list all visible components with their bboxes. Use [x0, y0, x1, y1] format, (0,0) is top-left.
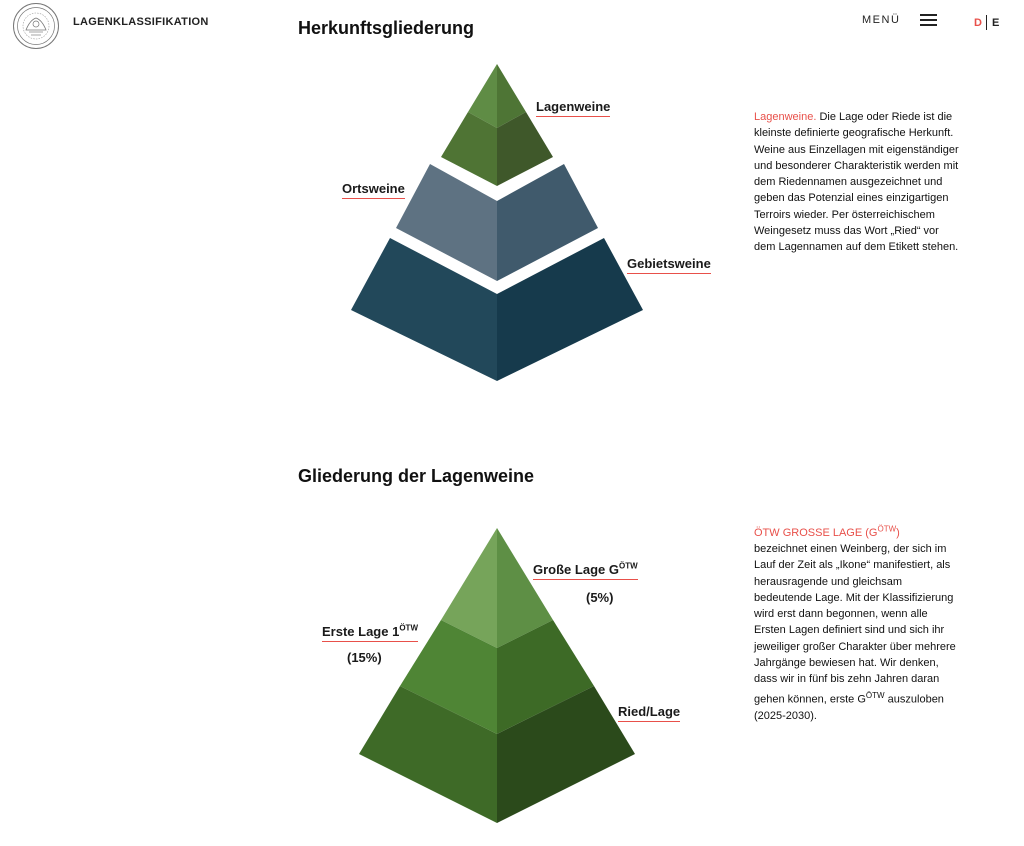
lang-option-de[interactable]: D	[974, 16, 982, 29]
percent-erste-lage: (15%)	[347, 650, 382, 665]
page-title: Herkunftsgliederung	[298, 18, 475, 38]
brand-title[interactable]: LAGENKLASSIFIKATION	[73, 16, 209, 28]
lang-option-en[interactable]: E	[991, 16, 1000, 29]
percent-grosse-lage: (5%)	[586, 590, 614, 605]
description-grosse-lage: ÖTW GROSSE LAGE $(G^{ÖTW})$ bezeichnet einen Weinberg, der sich im Lauf der Zeit als „Ikone“ manifestiert, als herausragende und gleichsam bedeutende Lage. Mit der Klassifizierung wird erst dann begonnen, wenn alle Ersten Lagen definiert sind und sich ihr jeweiliger großer Charakter über mehrere Jahrgänge bewiesen hat. Wir denken, dass wir in fünf bis zehn Jahren daran gehen können, erste $G^{ÖTW}$ auszuloben (2025-2030).	[754, 524, 956, 722]
section-title-gliederung: Gliederung der Lagenweine	[298, 466, 535, 486]
label-erste-lage[interactable]: Erste Lage $1^{ÖTW}$	[322, 624, 418, 639]
label-ortsweine[interactable]: Ortsweine	[342, 181, 405, 196]
label-gebietsweine[interactable]: Gebietsweine	[627, 256, 711, 271]
label-ried-lage[interactable]: Ried/Lage	[618, 704, 680, 719]
label-grosse-lage[interactable]: Große Lage $G^{ÖTW}$	[533, 562, 638, 577]
label-lagenweine[interactable]: Lagenweine	[536, 99, 610, 114]
menu-label: MENÜ	[862, 14, 901, 26]
description-lagenweine: Lagenweine. Die Lage oder Riede ist die kleinste definierte geografische Herkunft. Weine aus Einzellagen mit eigenständiger und besonderer Charakteristik werden mit dem Riedennamen ausgezeichnet und geben das Potenzial eines einzigartigen Terroirs wieder. Per österreichischem Weingesetz muss das Wort „Ried“ vor dem Lagennamen auf dem Etikett stehen.	[754, 111, 959, 254]
